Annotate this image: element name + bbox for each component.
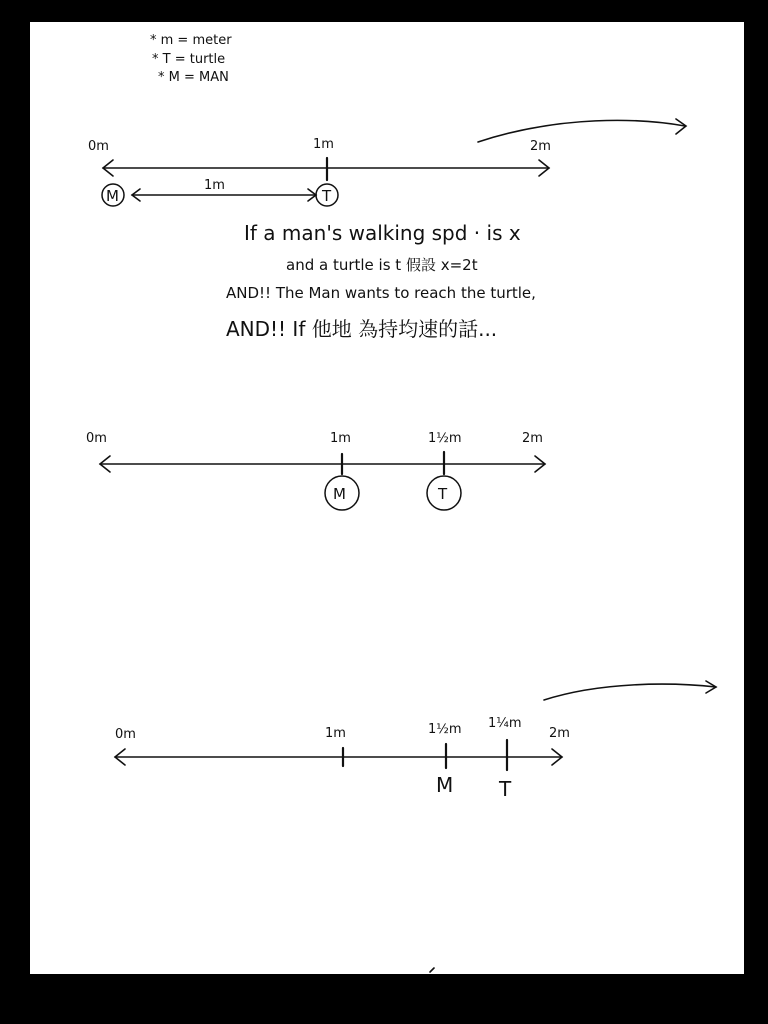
label-1m: 1m: [325, 726, 346, 741]
note-line-3: AND!! The Man wants to reach the turtle,: [226, 284, 536, 302]
number-line-3: [115, 681, 716, 801]
label-2m: 2m: [522, 431, 543, 446]
turtle-marker: T: [322, 187, 332, 205]
legend-man: * M = MAN: [158, 70, 229, 85]
note: [226, 221, 536, 341]
label-1m: 1m: [313, 137, 334, 152]
page-edge-mark: [430, 968, 434, 972]
number-line-2: [86, 431, 545, 510]
number-line-1: [88, 119, 686, 206]
turtle-marker: T: [499, 777, 512, 801]
label-1-half-m: 1½m: [428, 431, 462, 446]
legend-turtle: * T = turtle: [152, 52, 226, 67]
note-line-1: If a man's walking spd · is x: [244, 221, 521, 245]
motion-arrow-1: [478, 120, 685, 142]
label-1-half-m: 1½m: [428, 722, 462, 737]
label-0m: 0m: [88, 139, 109, 154]
label-1m: 1m: [330, 431, 351, 446]
motion-arrow-2: [544, 684, 716, 700]
man-marker: M: [333, 485, 346, 503]
man-marker: M: [106, 187, 119, 205]
label-2m: 2m: [530, 139, 551, 154]
legend-meter: * m = meter: [150, 33, 232, 48]
note-line-2: and a turtle is t 假設 x=2t: [286, 256, 478, 274]
label-0m: 0m: [115, 727, 136, 742]
legend: [150, 33, 232, 85]
label-0m: 0m: [86, 431, 107, 446]
distance-label: 1m: [204, 178, 225, 193]
label-1-quarter-m: 1¼m: [488, 716, 522, 731]
label-2m: 2m: [549, 726, 570, 741]
turtle-marker: T: [438, 485, 448, 503]
motion-arrowhead-1: [676, 119, 686, 134]
note-line-4: AND!! If 他地 為持均速的話...: [226, 317, 498, 341]
man-marker: M: [436, 773, 454, 797]
